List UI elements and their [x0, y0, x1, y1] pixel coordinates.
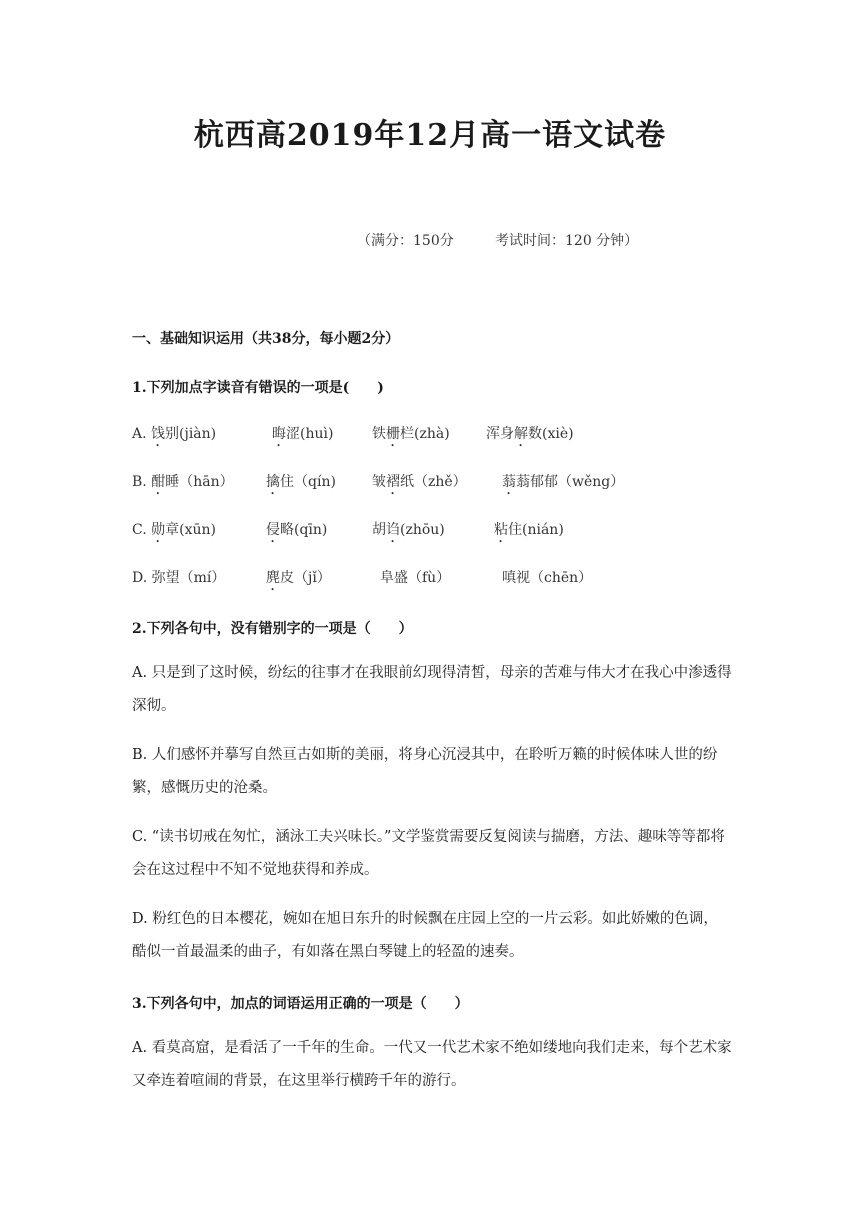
q2-option-d: D. 粉红色的日本樱花，婉如在旭日东升的时候飘在庄园上空的一片云彩。如此娇嫩的色调，酷似一首最温柔的曲子，有如落在黑白琴键上的轻盈的速奏。 [132, 911, 718, 960]
q3-option-a: A. 看莫高窟，是看活了一千年的生命。一代又一代艺术家不绝如缕地向我们走来，每个艺术家又牵连着喧闹的背景，在这里举行横跨千年的游行。 [132, 1040, 732, 1089]
q1-option-c-4: 粘住(nián) [494, 522, 564, 538]
q1-option-d-4: 嗔视（chēn） [502, 570, 593, 586]
q1-option-d-3: 阜盛（fù） [380, 570, 451, 586]
exam-title: 杭西高2019年12月高一语文试卷 [193, 118, 667, 153]
q2-option-b: B. 人们感怀并摹写自然亘古如斯的美丽，将身心沉浸其中，在聆听万籁的时候体味人世的纷繁，感慨历史的沧桑。 [132, 747, 718, 796]
q1-option-b-4: 蓊蓊郁郁（wěng） [502, 474, 625, 490]
q1-option-d-1: D. 弥望（mí） [132, 570, 226, 586]
q2-option-a: A. 只是到了这时候，纷纭的往事才在我眼前幻现得清皙，母亲的苦难与伟大才在我心中渗透得深彻。 [132, 665, 732, 714]
q1-option-a-4: 浑身解数(xiè) [486, 426, 574, 442]
q1-option-b-1: B. 酣睡（hān） [132, 474, 234, 490]
q1-option-c-2: 侵略(qīn) [266, 522, 328, 538]
q1-option-d-2: 麂皮（jǐ） [266, 570, 331, 586]
q2-option-c: C. “读书切戒在匆忙，涵泳工夫兴味长。”文学鉴赏需要反复阅读与揣磨，方法、趣味等等都将会在这过程中不知不觉地获得和养成。 [132, 829, 725, 878]
q1-option-a-3: 铁栅栏(zhà) [372, 426, 450, 442]
q1-option-b-3: 皱褶纸（zhě） [372, 474, 467, 490]
question-2-stem: 2.下列各句中，没有错别字的一项是（ ） [132, 621, 413, 637]
section-heading: 一、基础知识运用（共38分，每小题2分） [132, 331, 400, 347]
full-score: （满分：150分 [357, 233, 454, 249]
question-3-stem: 3.下列各句中，加点的词语运用正确的一项是（ ） [132, 996, 469, 1012]
q1-option-c-3: 胡诌(zhōu) [372, 522, 445, 538]
q1-option-a-1: A. 饯别(jiàn) [132, 426, 217, 442]
exam-time: 考试时间：120 分钟） [495, 233, 639, 249]
q1-option-b-2: 擒住（qín) [266, 474, 336, 490]
question-1-stem: 1.下列加点字读音有错误的一项是( ) [132, 380, 384, 396]
q1-option-c-1: C. 勋章(xūn) [132, 522, 216, 538]
q1-option-a-2: 晦涩(huì) [272, 426, 334, 442]
